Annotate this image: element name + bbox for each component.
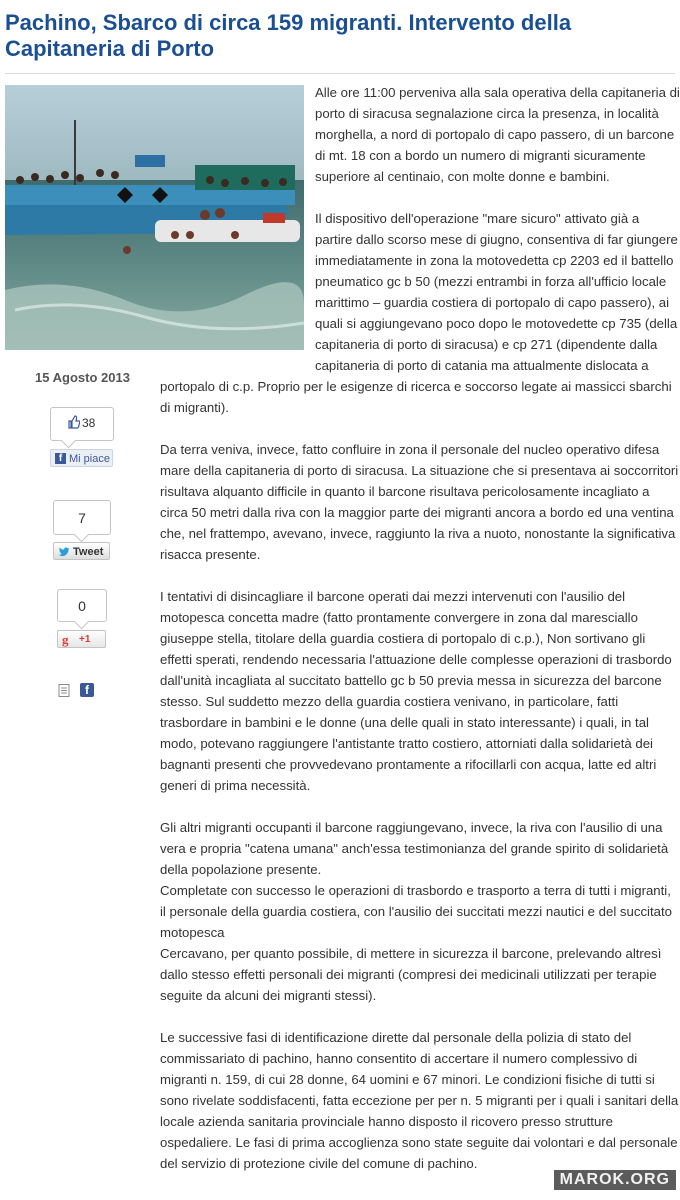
article-paragraph-8: Le successive fasi di identificazione dirette dal personale della polizia di stato del commissariato di pachino, hanno consentito di accertare il numero complessivo di migranti n. 159, di cui 28 donne, 64 uomini e 67 minori. Le condizioni fisiche di tutti si sono rivelate soddisfacenti, fatta eccezione per per n. 5 migranti per i quali i sanitari della locale azienda sanitaria provinciale hanno disposto il ricovero presso strutture ospedaliere. Le fasi di prima accoglienza sono state seguite dai volontari e dal personale del servizio di protezione civile del comune di pachino. [160, 1030, 679, 1171]
tweet-count [53, 500, 111, 535]
count-bubble-tail [61, 433, 77, 449]
photo-spacer [160, 82, 315, 367]
article-paragraph-7: Cercavano, per quanto possibile, di mettere in sicurezza il barcone, prelevando altresì dallo stesso effetti personali dei migranti (compresi dei medicinali utilizzati per terapie seguite da alcuni dei migranti stessi). [160, 946, 662, 1003]
article-date: 15 Agosto 2013 [35, 370, 130, 385]
gplus-count [57, 589, 107, 622]
article-title: Pachino, Sbarco di circa 159 migranti. Intervento della Capitaneria di Porto [5, 10, 572, 61]
watermark: MAROK.ORG [554, 1170, 676, 1190]
article-paragraph-5: Gli altri migranti occupanti il barcone raggiungevano, invece, la riva con l'ausilio di una vera e propria "catena umana" anch'essa testimonianza del grande spirito di solidarietà della popolazione presente. [160, 820, 669, 877]
count-bubble-tail [74, 527, 90, 543]
facebook-like-count-value: 38 [82, 416, 96, 430]
gplus-count-value: 0 [78, 598, 86, 614]
article-paragraph-4: I tentativi di disincagliare il barcone operati dai mezzi intervenuti con l'ausilio del motopesca concetta madre (fatto prontamente convergere in zona dal maresciallo giuseppe stella, titolare della guardia costiera di portopalo di c.p.), Non sortivano gli effetti sperati, rendendo necessaria l'attuazione delle complesse operazioni di trasbordo dall'unità incagliata al succitato battello gc b 50 previa messa in sicurezza del barcone stesso. Sul suddetto mezzo della guardia costiera venivano, in particolare, fatti trasbordare in bambini e le donne (una delle quali in stato interessante) i quali, in tal modo, potevano raggiungere l'antistante tratto costiero, attorniati dalla solidarietà dei bagnanti presenti che provvedevano prontamente a rifocillarli con acqua, latte ed altri generi di prima necessità. [160, 589, 672, 793]
thumbs-up-icon [68, 415, 80, 429]
tweet-label: Tweet [73, 546, 104, 558]
article-paragraph-3: Da terra veniva, invece, fatto confluire in zona il personale del nucleo operativo difesa mare della capitaneria di porto di siracusa. La situazione che si presentava ai soccorritori risultava alquanto difficile in quanto il barcone risultava pericolosamente incagliato a circa 50 metri dalla riva con la maggior parte dei migranti ancora a bordo ed una ventina che, nel frattempo, avevano, invece, raggiunto la riva a nuoto, nonostante la significativa risacca presente. [160, 442, 679, 562]
tweet-count-value: 7 [78, 510, 86, 526]
gplus-button[interactable] [57, 630, 106, 648]
print-icon[interactable] [58, 684, 70, 697]
facebook-f-icon: f [55, 453, 66, 464]
facebook-like-button[interactable] [50, 449, 113, 467]
article-paragraph-6: Completate con successo le operazioni di trasbordo e trasporto a terra di tutti i migranti, il personale della guardia costiera, con l'ausilio dei succitati mezzi nautici e del succitato motopesca [160, 883, 672, 940]
article-paragraph-2: Il dispositivo dell'operazione "mare sicuro" attivato già a partire dallo scorso mese di giugno, consentiva di far giungere immediatamente in zona la motovedetta cp 2203 ed il battello pneumatico gc b 50 (mezzi entrambi in forza all'ufficio locale marittimo – guardia costiera di portopalo di capo passero), ai quali si aggiungevano poco dopo le motovedette cp 735 (della capitaneria di porto di siracusa) e cp 271 (dipendente dalla capitaneria di porto di catania ma attualmente dislocata a portopalo di c.p. Proprio per le esigenze di ricerca e soccorso legate ai massicci sbarchi di migranti). [160, 211, 678, 415]
gplus-g-icon: g [62, 632, 69, 647]
count-bubble-tail [74, 614, 90, 630]
title-divider [5, 73, 675, 74]
facebook-like-label: Mi piace [69, 453, 110, 465]
facebook-like-count [50, 407, 114, 441]
article-body [160, 82, 680, 1195]
facebook-share-icon[interactable]: f [80, 683, 94, 697]
tweet-button[interactable] [53, 542, 110, 560]
article-paragraph-1: Alle ore 11:00 perveniva alla sala operativa della capitaneria di porto di siracusa segnalazione circa la presenza, in località morghella, a nord di portopalo di capo passero, di un barcone di mt. 18 con a bordo un numero di migranti sicuramente superiore al centinaio, con molte donne e bambini. [315, 85, 680, 184]
twitter-bird-icon [58, 546, 70, 557]
gplus-label: +1 [79, 634, 91, 645]
